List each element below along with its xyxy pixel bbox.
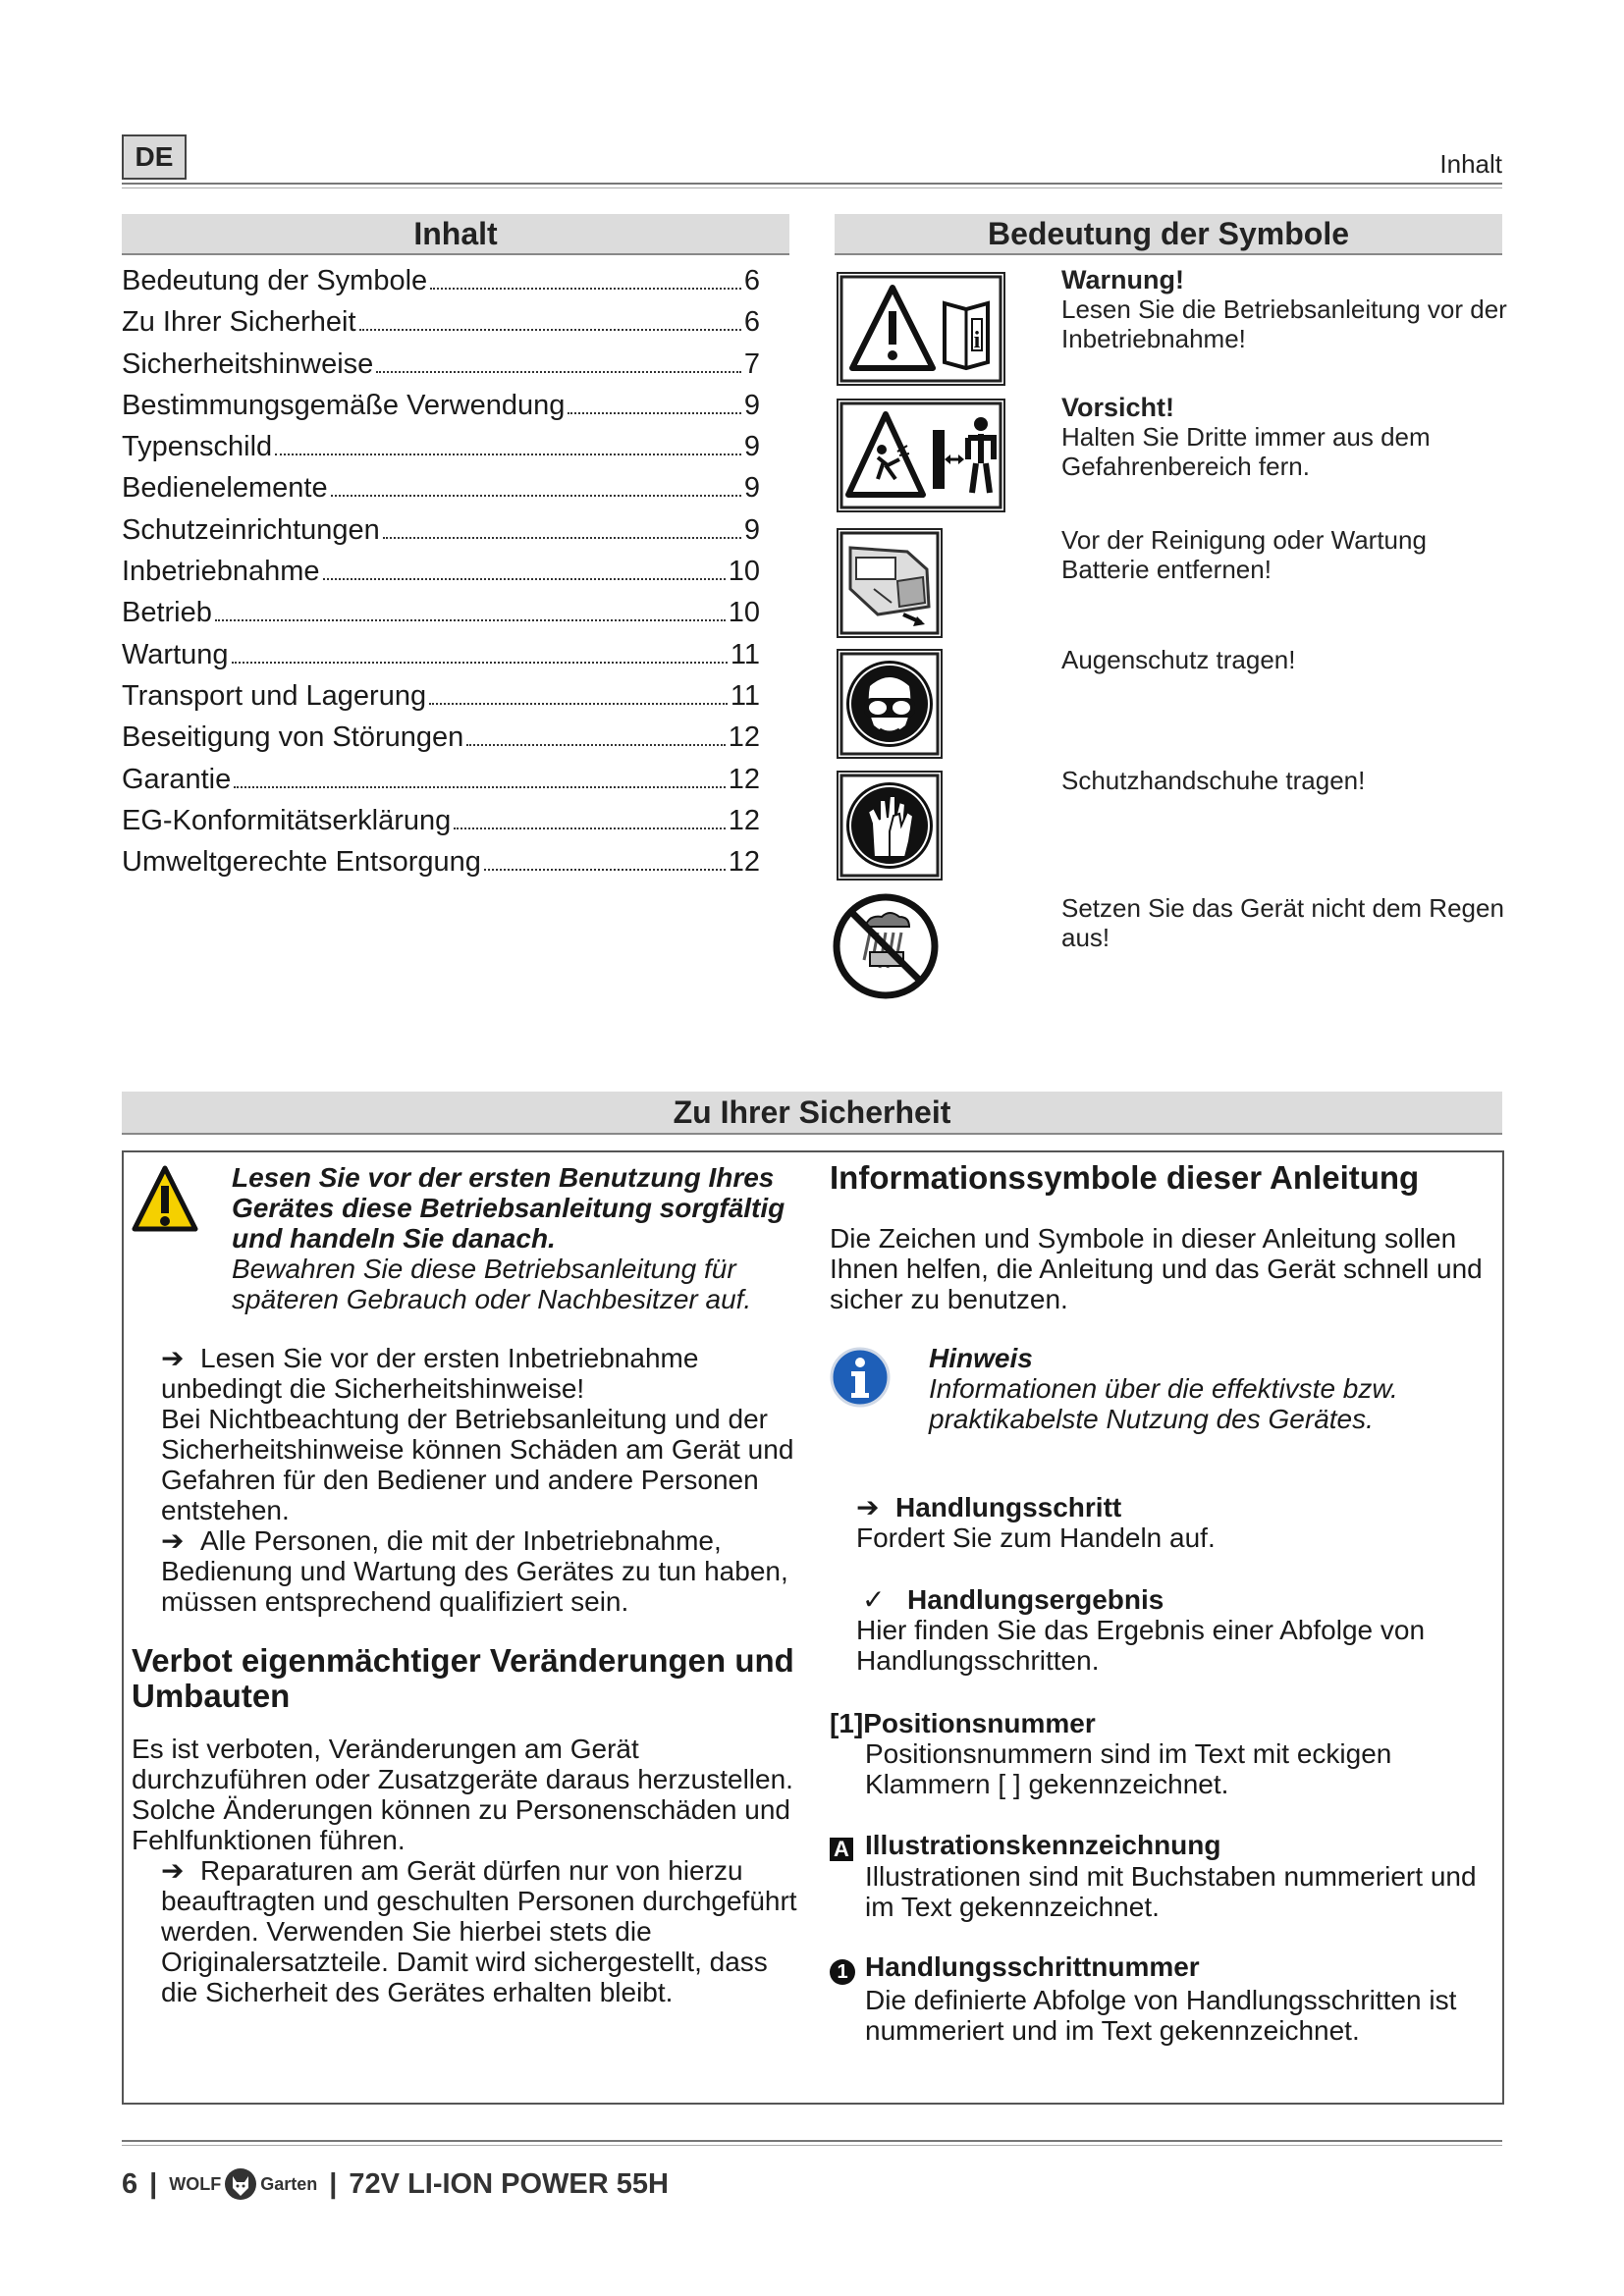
verbot-text: Es ist verboten, Veränderungen am Gerät durchzuführen oder Zusatzgeräte daraus herzustellen. Solche Änderungen können zu Personenschäden und Fehlfunktionen führen. (132, 1734, 793, 1855)
running-header: Inhalt (1439, 149, 1502, 179)
symbol-text-5: Schutzhandschuhe tragen! (1061, 766, 1366, 795)
gloves-icon (846, 782, 933, 869)
para-safety-1: Bei Nichtbeachtung der Betriebsanleitung und der Sicherheitshinweise können Schäden am Gerät und Gefahren für den Bediener und andere Personen entstehen. (161, 1404, 794, 1525)
footer-rule (122, 2140, 1502, 2146)
protective-gloves-symbol (837, 771, 943, 881)
wolf-head-icon (223, 2166, 258, 2202)
symbol-text-2: Halten Sie Dritte immer aus dem Gefahrenbereich fern. (1061, 422, 1431, 481)
remove-battery-symbol (837, 528, 943, 638)
symbol-desc-3 (1061, 525, 1513, 584)
toc-entry-label: EG-Konformitätserklärung (122, 804, 452, 836)
info-symbols-text: Die Zeichen und Symbole in dieser Anleitung sollen Ihnen helfen, die Anleitung und das Gerät schnell und sicher zu benutzen. (830, 1223, 1483, 1314)
toc-entry-page: 6 (743, 265, 760, 296)
symbol-text-3: Vor der Reinigung oder Wartung Batterie entfernen! (1061, 525, 1427, 584)
caution-keep-away-symbol (837, 399, 1005, 512)
toc-leader-dots (429, 702, 728, 705)
toc-entry-label: Zu Ihrer Sicherheit (122, 306, 356, 339)
symbols-title: Bedeutung der Symbole (835, 214, 1502, 255)
svg-text:i: i (973, 328, 981, 353)
safety-left-body (161, 1343, 819, 1617)
symbol-text-4: Augenschutz tragen! (1061, 645, 1296, 674)
position-text: Positionsnummern sind im Text mit eckigen Klammern [ ] gekennzeichnet. (865, 1738, 1392, 1799)
toc-leader-dots (331, 494, 741, 497)
warning-triangle-icon (852, 288, 933, 368)
toc-entry[interactable] (122, 390, 760, 431)
toc-leader-dots (466, 743, 725, 746)
toc-entry[interactable] (122, 680, 760, 721)
toc-entry[interactable] (122, 764, 760, 805)
goggles-icon (846, 661, 933, 747)
handlungsschritt-title: Handlungsschritt (895, 1492, 1122, 1522)
book-icon (945, 303, 988, 368)
keep-distance-icon (933, 417, 994, 493)
battery-icon (850, 548, 929, 614)
toc-entry-page: 9 (743, 389, 760, 421)
toc-entry-label: Umweltgerechte Entsorgung (122, 846, 481, 879)
arrow-right-icon: ➔ (856, 1492, 880, 1522)
caution-triangle-icon (848, 414, 923, 495)
language-badge: DE (122, 134, 187, 180)
toc-entry[interactable] (122, 805, 760, 846)
toc-entry-page: 11 (730, 679, 760, 712)
position-title: Positionsnummer (863, 1708, 1096, 1738)
toc-entry-page: 11 (730, 638, 760, 670)
position-marker: [1] (830, 1708, 864, 1738)
toc-leader-dots (359, 328, 741, 331)
step-title: Handlungsschrittnummer (865, 1951, 1200, 1982)
toc-leader-dots (454, 827, 725, 829)
symbol-desc-5 (1061, 766, 1513, 795)
toc-leader-dots (430, 287, 741, 290)
product-name: 72V LI-ION POWER 55H (349, 2167, 669, 2200)
arrow-down-right-icon (903, 614, 925, 626)
handlungsschritt-text: Fordert Sie zum Handeln auf. (856, 1522, 1216, 1553)
toc-entry-label: Bestimmungsgemäße Verwendung (122, 389, 566, 421)
toc-title: Inhalt (122, 214, 789, 255)
step-text: Die definierte Abfolge von Handlungsschritten ist nummeriert und im Text gekennzeichnet. (865, 1985, 1457, 2046)
toc-entry-page: 7 (743, 347, 760, 380)
toc-leader-dots (215, 618, 726, 621)
toc-entry[interactable] (122, 514, 760, 556)
toc-entry-label: Betrieb (122, 597, 212, 629)
brand-logo (169, 2166, 317, 2202)
handlungsergebnis-block (856, 1584, 1485, 1676)
toc-entry-label: Transport und Lagerung (122, 679, 427, 712)
toc-leader-dots (484, 868, 726, 871)
symbol-heading-2: Vorsicht! (1061, 393, 1175, 422)
toc-entry[interactable] (122, 306, 760, 347)
symbol-desc-1 (1061, 265, 1513, 353)
warning-triangle-yellow-icon (132, 1164, 198, 1235)
header-rule (122, 183, 1502, 188)
eye-protection-symbol (837, 649, 943, 759)
toc-entry-page: 12 (728, 721, 760, 754)
illustration-title: Illustrationskennzeichnung (865, 1830, 1221, 1860)
safety-title: Zu Ihrer Sicherheit (122, 1092, 1502, 1135)
verbot-body (132, 1734, 799, 2007)
toc-entry[interactable] (122, 597, 760, 638)
info-icon (830, 1347, 891, 1408)
position-block (830, 1708, 1497, 1799)
toc-entry[interactable] (122, 265, 760, 306)
symbol-text-1: Lesen Sie die Betriebsanleitung vor der Inbetriebnahme! (1061, 294, 1507, 353)
arrow-right-icon: ➔ (161, 1525, 185, 1556)
warning-notice (232, 1162, 801, 1314)
checkmark-icon: ✓ (862, 1584, 886, 1615)
toc-entry[interactable] (122, 556, 760, 597)
toc-entry-page: 12 (728, 804, 760, 836)
warning-notice-bold: Lesen Sie vor der ersten Benutzung Ihres Gerätes diese Betriebsanleitung sorgfältig und handeln Sie danach. (232, 1162, 785, 1254)
handlungsergebnis-text: Hier finden Sie das Ergebnis einer Abfolge von Handlungsschritten. (856, 1615, 1426, 1676)
footer: 6 | WOLF Garten | 72V LI-ION POWER 55H (122, 2166, 669, 2202)
toc-entry-label: Bedeutung der Symbole (122, 265, 428, 296)
toc-entry-page: 9 (743, 431, 760, 463)
brand-logo-right: Garten (260, 2173, 318, 2194)
toc-entry-page: 9 (743, 472, 760, 505)
warning-book-symbol (837, 272, 1005, 386)
bullet-safety-2: Alle Personen, die mit der Inbetriebnahme, Bedienung und Wartung des Gerätes zu tun haben, müssen entsprechend qualifiziert sein. (161, 1525, 788, 1617)
toc-leader-dots (383, 536, 741, 539)
toc-entry[interactable] (122, 639, 760, 680)
toc-leader-dots (323, 577, 726, 580)
info-symbols-heading: Informationssymbole dieser Anleitung (830, 1159, 1420, 1196)
no-rain-icon (837, 897, 935, 995)
toc-entry-label: Wartung (122, 638, 229, 670)
illustration-block (830, 1830, 1497, 1922)
hinweis-text: Informationen über die effektivste bzw. praktikabelste Nutzung des Gerätes. (929, 1373, 1398, 1434)
toc-leader-dots (234, 785, 726, 788)
toc-entry-page: 12 (728, 763, 760, 795)
toc-entry[interactable] (122, 431, 760, 472)
toc-entry-page: 10 (728, 556, 760, 588)
toc-entry-label: Beseitigung von Störungen (122, 721, 464, 754)
toc-leader-dots (275, 453, 741, 455)
symbol-desc-2 (1061, 393, 1513, 481)
toc-entry-label: Inbetriebnahme (122, 556, 320, 588)
bullet-safety-3: Reparaturen am Gerät dürfen nur von hierzu beauftragten und geschulten Personen durchgeführt werden. Verwenden Sie hierbei stets die Originalersatzteile. Damit wird sichergestellt, dass die Sicherheit des Gerätes erhalten bleibt. (161, 1855, 797, 2007)
hinweis-title: Hinweis (929, 1343, 1033, 1373)
handlungsschritt-block (856, 1492, 1485, 1553)
table-of-contents (122, 265, 760, 887)
toc-entry[interactable] (122, 721, 760, 763)
handlungsergebnis-title: Handlungsergebnis (907, 1584, 1164, 1615)
toc-entry-label: Sicherheitshinweise (122, 347, 374, 380)
toc-entry-page: 6 (743, 306, 760, 339)
toc-leader-dots (568, 411, 741, 414)
toc-leader-dots (376, 370, 741, 373)
toc-entry[interactable] (122, 348, 760, 390)
toc-entry-label: Garantie (122, 763, 232, 795)
toc-leader-dots (232, 661, 728, 664)
toc-entry-label: Bedienelemente (122, 472, 328, 505)
symbol-heading-1: Warnung! (1061, 265, 1184, 294)
warning-notice-italic: Bewahren Sie diese Betriebsanleitung für späteren Gebrauch oder Nachbesitzer auf. (232, 1254, 752, 1314)
bullet-safety-1: Lesen Sie vor der ersten Inbetriebnahme unbedingt die Sicherheitshinweise! (161, 1343, 699, 1404)
hinweis-block (929, 1343, 1498, 1434)
verbot-heading: Verbot eigenmächtiger Veränderungen und Umbauten (132, 1642, 794, 1714)
toc-entry-label: Schutzeinrichtungen (122, 513, 380, 546)
arrow-right-icon: ➔ (161, 1343, 185, 1373)
symbol-desc-4 (1061, 645, 1513, 674)
page-number: 6 (122, 2167, 138, 2200)
symbol-text-6: Setzen Sie das Gerät nicht dem Regen aus! (1061, 893, 1504, 952)
arrow-right-icon: ➔ (161, 1855, 185, 1886)
no-rain-symbol (831, 891, 941, 1001)
illustration-text: Illustrationen sind mit Buchstaben nummeriert und im Text gekennzeichnet. (865, 1861, 1477, 1922)
toc-entry[interactable] (122, 472, 760, 513)
brand-logo-left: WOLF (169, 2173, 222, 2194)
illustration-marker: A (830, 1838, 853, 1861)
toc-entry[interactable] (122, 846, 760, 887)
toc-entry-page: 10 (728, 597, 760, 629)
toc-entry-page: 12 (728, 846, 760, 879)
step-number-block (830, 1951, 1497, 2046)
toc-entry-label: Typenschild (122, 431, 273, 463)
toc-entry-page: 9 (743, 513, 760, 546)
step-marker: 1 (830, 1959, 855, 1985)
symbol-desc-6 (1061, 893, 1513, 952)
